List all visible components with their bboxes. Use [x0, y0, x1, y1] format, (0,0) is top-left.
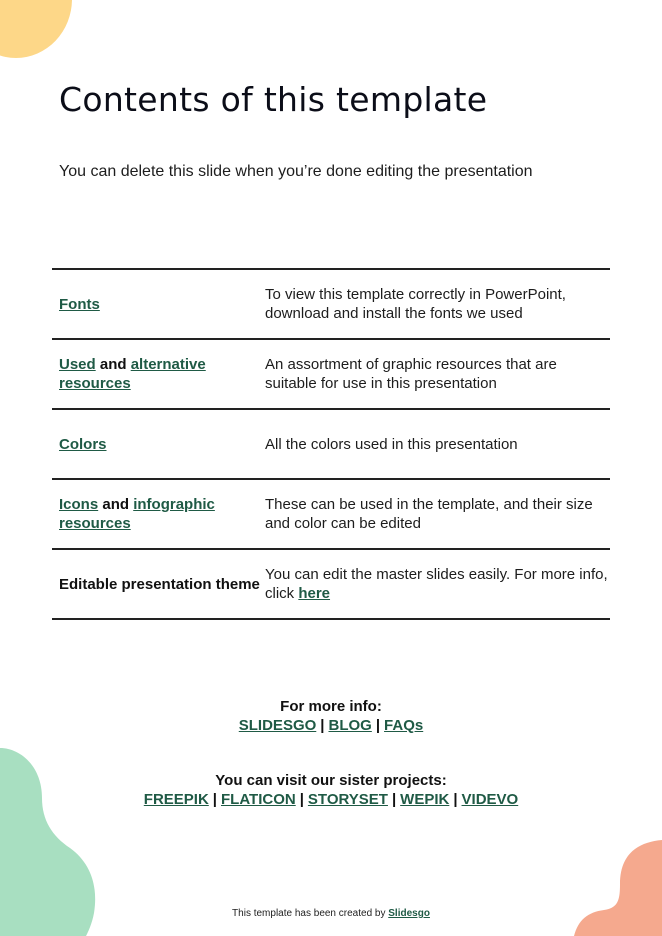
table-row [52, 340, 610, 410]
page-title: Contents of this template [59, 80, 488, 119]
row-description-text: You can edit the master slides easily. For more info, click [265, 566, 608, 602]
row-description [265, 285, 610, 323]
table-row [52, 480, 610, 550]
more-info-section [0, 697, 662, 735]
yellow-decorative-blob [0, 0, 72, 58]
videvo-link[interactable]: VIDEVO [461, 791, 519, 808]
freepik-link[interactable]: FREEPIK [143, 791, 209, 808]
row-label-text: Editable presentation theme [59, 575, 260, 593]
separator: | [391, 791, 397, 808]
row-label [52, 575, 265, 594]
footer-credit [0, 908, 662, 919]
sister-projects-links [0, 790, 662, 809]
more-info-links [0, 716, 662, 735]
fonts-link[interactable]: Fonts [59, 295, 100, 313]
row-label-text: and [98, 496, 134, 513]
row-label [52, 495, 265, 533]
table-row [52, 550, 610, 620]
row-description-text: An assortment of graphic resources that are suitable for use in this presentation [265, 356, 557, 392]
icons-link[interactable]: Icons [59, 496, 99, 513]
sister-projects-section [0, 771, 662, 809]
blog-link[interactable]: BLOG [328, 717, 372, 734]
sister-projects-heading: You can visit our sister projects: [215, 772, 447, 789]
row-description [265, 435, 610, 454]
slidesgo-footer-link[interactable]: Slidesgo [388, 908, 430, 919]
row-label [52, 295, 265, 314]
subtitle: You can delete this slide when you’re done editing the presentation [59, 163, 533, 180]
faqs-link[interactable]: FAQs [384, 717, 424, 734]
storyset-link[interactable]: STORYSET [307, 791, 388, 808]
table-row [52, 410, 610, 480]
row-description-text: All the colors used in this presentation [265, 435, 518, 453]
wepik-link[interactable]: WEPIK [400, 791, 450, 808]
alternative-resources-link[interactable]: alternative resources [59, 356, 206, 392]
colors-link[interactable]: Colors [59, 435, 107, 453]
row-description [265, 355, 610, 393]
more-info-heading: For more info: [280, 698, 382, 715]
table-row [52, 270, 610, 340]
footer-text: This template has been created by [232, 908, 389, 919]
slidesgo-link[interactable]: SLIDESGO [238, 717, 317, 734]
row-description-text: To view this template correctly in PowerPoint, download and install the fonts we used [265, 286, 566, 322]
row-label [52, 355, 265, 393]
separator: | [375, 717, 381, 734]
infographic-resources-link[interactable]: infographic resources [59, 496, 215, 532]
separator: | [320, 717, 325, 734]
row-label [52, 435, 265, 454]
row-description [265, 495, 610, 533]
separator: | [212, 791, 217, 808]
flaticon-link[interactable]: FLATICON [221, 791, 296, 808]
separator: | [453, 791, 458, 808]
used-link[interactable]: Used [59, 356, 96, 373]
contents-table [52, 268, 610, 620]
separator: | [299, 791, 304, 808]
row-label-text: and [95, 356, 131, 373]
row-description-text: These can be used in the template, and their size and color can be edited [265, 496, 593, 532]
row-description [265, 565, 610, 603]
here-link[interactable]: here [298, 585, 331, 602]
salmon-decorative-blob [572, 840, 662, 936]
